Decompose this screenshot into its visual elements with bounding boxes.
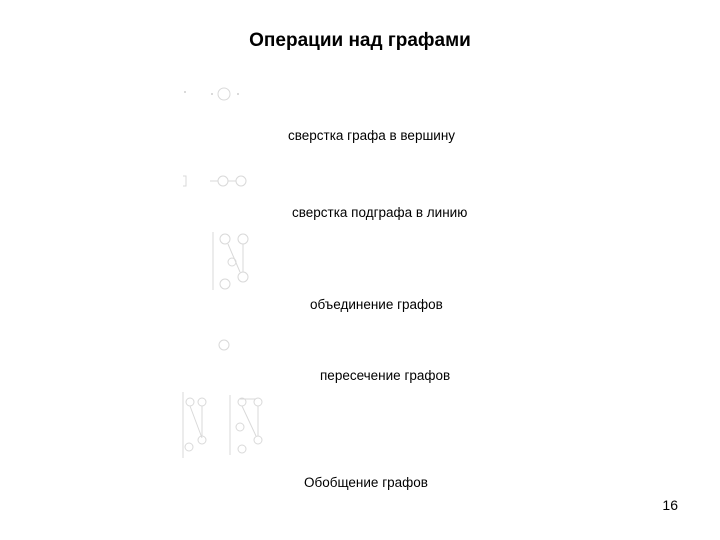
caption-union: объединение графов xyxy=(310,297,443,312)
caption-intersection: пересечение графов xyxy=(320,368,451,383)
caption-contraction-line: сверстка подграфа в линию xyxy=(292,205,468,220)
caption-contraction-vertex: сверстка графа в вершину xyxy=(288,128,456,143)
page-number: 16 xyxy=(662,497,678,513)
page-title: Операции над графами xyxy=(249,30,471,51)
caption-generalization: Обобщение графов xyxy=(304,475,428,490)
